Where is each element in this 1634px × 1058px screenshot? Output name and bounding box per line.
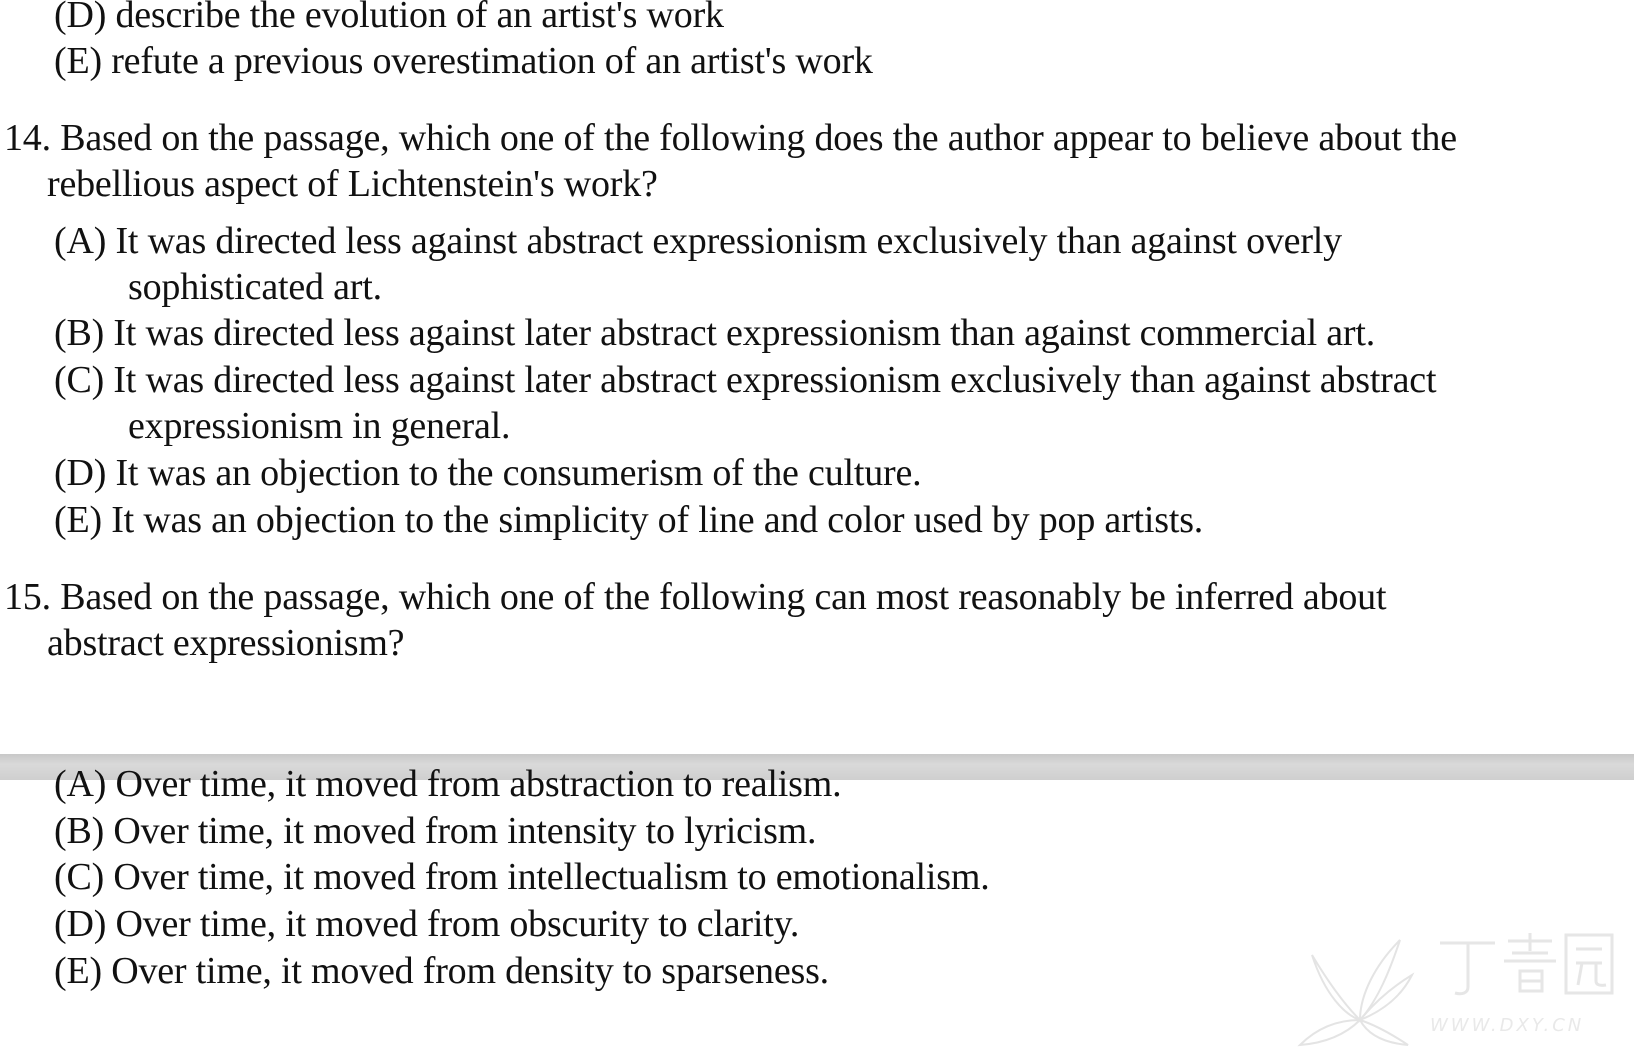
q14-option-a-cont: sophisticated art. xyxy=(128,266,382,308)
q14-option-c: (C) It was directed less against later abstract expressionism exclusively than against abstract xyxy=(54,359,1437,401)
question-14-stem-cont: rebellious aspect of Lichtenstein's work? xyxy=(47,163,658,205)
watermark-url: WWW.DXY.CN xyxy=(1430,1015,1585,1036)
q15-option-d: (D) Over time, it moved from obscurity to clarity. xyxy=(54,903,800,945)
q14-option-a: (A) It was directed less against abstract expressionism exclusively than against overly xyxy=(54,220,1342,262)
q14-option-c-cont: expressionism in general. xyxy=(128,405,511,447)
q14-option-d: (D) It was an objection to the consumerism of the culture. xyxy=(54,452,922,494)
option-d-prev-question: (D) describe the evolution of an artist's work xyxy=(54,0,724,36)
q15-option-e: (E) Over time, it moved from density to sparseness. xyxy=(54,950,829,992)
q15-option-b: (B) Over time, it moved from intensity to lyricism. xyxy=(54,810,817,852)
q15-option-a: (A) Over time, it moved from abstraction to realism. xyxy=(54,763,842,805)
q15-option-c: (C) Over time, it moved from intellectualism to emotionalism. xyxy=(54,856,990,898)
option-e-prev-question: (E) refute a previous overestimation of an artist's work xyxy=(54,40,873,82)
question-15-stem-cont: abstract expressionism? xyxy=(47,622,405,664)
question-15-stem: 15. Based on the passage, which one of the following can most reasonably be inferred about xyxy=(4,576,1387,618)
watermark xyxy=(1290,925,1625,1050)
q14-option-e: (E) It was an objection to the simplicity of line and color used by pop artists. xyxy=(54,499,1204,541)
question-14-stem: 14. Based on the passage, which one of the following does the author appear to believe about the xyxy=(4,117,1457,159)
q14-option-b: (B) It was directed less against later abstract expressionism than against commercial art. xyxy=(54,312,1376,354)
